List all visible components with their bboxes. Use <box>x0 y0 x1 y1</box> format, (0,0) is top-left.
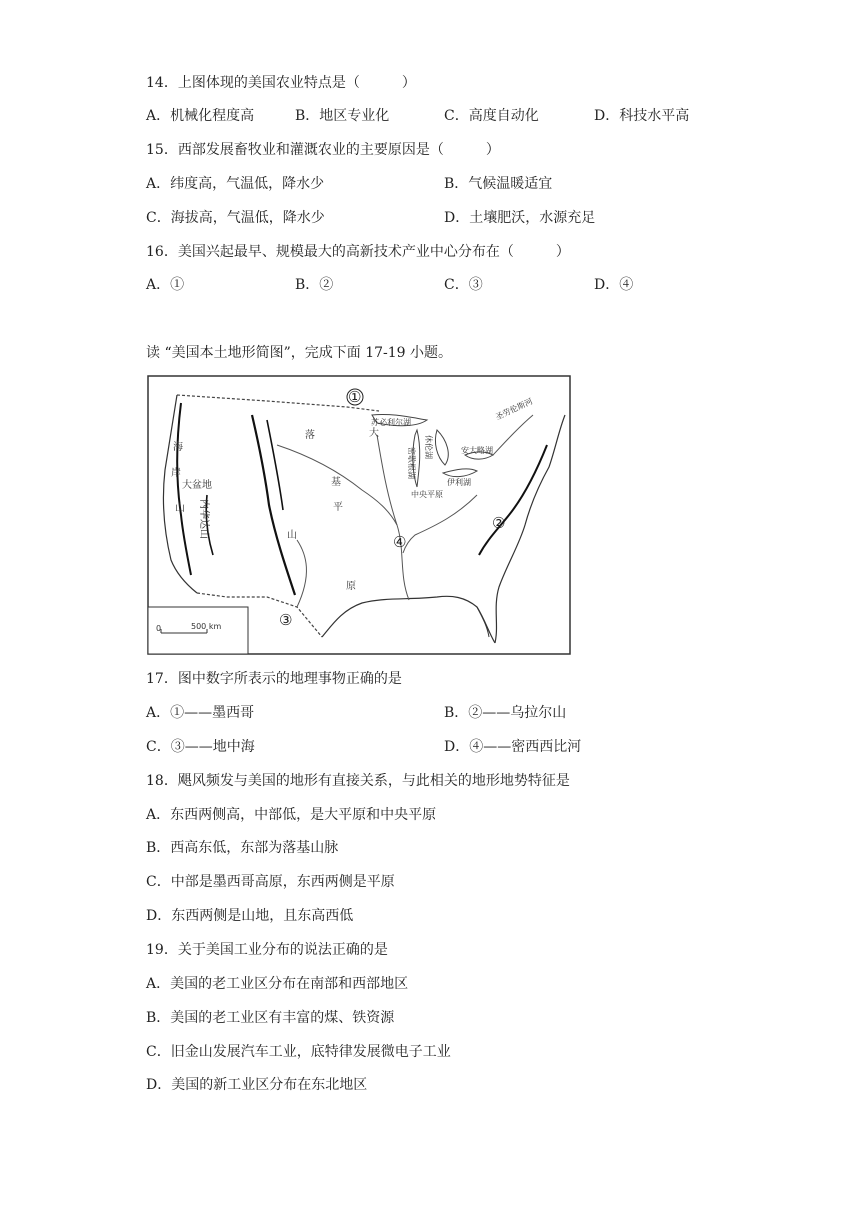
question-14-stem: 14．上图体现的美国农业特点是（ ） <box>146 75 416 91</box>
marker-3: ③ <box>279 611 293 629</box>
label-central-plain: 中央平原 <box>411 490 443 499</box>
q16-option-b[interactable]: B．② <box>295 277 334 293</box>
scale-zero-label: 0 <box>156 624 162 633</box>
label-an: 岸 <box>171 468 181 479</box>
label-shan2: 山 <box>175 503 185 514</box>
marker-2: ② <box>492 514 506 532</box>
question-18-stem: 18．飓风频发与美国的地形有直接关系，与此相关的地形地势特征是 <box>146 773 570 789</box>
q15-option-b[interactable]: B．气候温暖适宜 <box>444 176 553 192</box>
question-16-stem: 16．美国兴起最早、规模最大的高新技术产业中心分布在（ ） <box>146 244 570 260</box>
label-luo: 落 <box>305 430 315 441</box>
label-yuan: 原 <box>346 581 356 592</box>
label-hai: 海 <box>173 442 183 453</box>
label-lake-erie: 伊利湖 <box>447 478 471 487</box>
q18-option-d[interactable]: D．东西两侧是山地，且东高西低 <box>146 908 354 924</box>
label-ji: 基 <box>331 477 341 488</box>
q17-option-a[interactable]: A．①——墨西哥 <box>146 705 255 721</box>
marker-4: ④ <box>393 533 407 551</box>
q14-option-c[interactable]: C．高度自动化 <box>444 108 539 124</box>
q19-option-a[interactable]: A．美国的老工业区分布在南部和西部地区 <box>146 976 409 992</box>
q14-option-d[interactable]: D．科技水平高 <box>594 108 690 124</box>
label-lake-ontario: 安大略湖 <box>461 446 493 455</box>
label-lake-michigan: 密歇根湖 <box>407 447 416 479</box>
question-19-stem: 19．关于美国工业分布的说法正确的是 <box>146 942 388 958</box>
question-15-stem: 15．西部发展畜牧业和灌溉农业的主要原因是（ ） <box>146 142 500 158</box>
label-lake-huron: 休伦湖 <box>424 435 433 459</box>
q16-option-a[interactable]: A．① <box>146 277 185 293</box>
q18-option-c[interactable]: C．中部是墨西哥高原，东西两侧是平原 <box>146 874 395 890</box>
question-17-stem: 17．图中数字所表示的地理事物正确的是 <box>146 671 402 687</box>
q16-option-d[interactable]: D．④ <box>594 277 634 293</box>
label-shan: 山 <box>287 530 297 541</box>
map-intro-text: 读 “美国本土地形简图”，完成下面 17-19 小题。 <box>146 345 453 361</box>
marker-1: ① <box>348 388 362 406</box>
label-st-lawrence: 圣劳伦斯河 <box>494 396 535 422</box>
label-great-basin: 大盆地 <box>182 480 212 491</box>
label-ping: 平 <box>333 502 343 513</box>
q16-option-c[interactable]: C．③ <box>444 277 483 293</box>
q17-option-b[interactable]: B．②——乌拉尔山 <box>444 705 567 721</box>
map-svg <box>147 375 571 655</box>
q15-option-c[interactable]: C．海拔高，气温低，降水少 <box>146 210 325 226</box>
q18-option-b[interactable]: B．西高东低，东部为落基山脉 <box>146 840 339 856</box>
q15-option-d[interactable]: D．土壤肥沃，水源充足 <box>444 210 596 226</box>
label-sierra-nevada-text: 内华达山 <box>198 499 209 539</box>
scale-distance-label: 500 km <box>191 622 222 631</box>
q14-option-a[interactable]: A．机械化程度高 <box>146 108 255 124</box>
q19-option-c[interactable]: C．旧金山发展汽车工业，底特律发展微电子工业 <box>146 1044 451 1060</box>
q17-option-d[interactable]: D．④——密西西比河 <box>444 739 582 755</box>
label-sierra-nevada <box>198 499 211 539</box>
q17-option-c[interactable]: C．③——地中海 <box>146 739 255 755</box>
q19-option-d[interactable]: D．美国的新工业区分布在东北地区 <box>146 1077 368 1093</box>
us-terrain-map <box>147 375 571 655</box>
label-da: 大 <box>369 428 379 439</box>
q18-option-a[interactable]: A．东西两侧高，中部低，是大平原和中央平原 <box>146 807 437 823</box>
label-lake-superior: 苏必利尔湖 <box>371 418 411 427</box>
q19-option-b[interactable]: B．美国的老工业区有丰富的煤、铁资源 <box>146 1010 395 1026</box>
q14-option-b[interactable]: B．地区专业化 <box>295 108 390 124</box>
q15-option-a[interactable]: A．纬度高，气温低，降水少 <box>146 176 325 192</box>
